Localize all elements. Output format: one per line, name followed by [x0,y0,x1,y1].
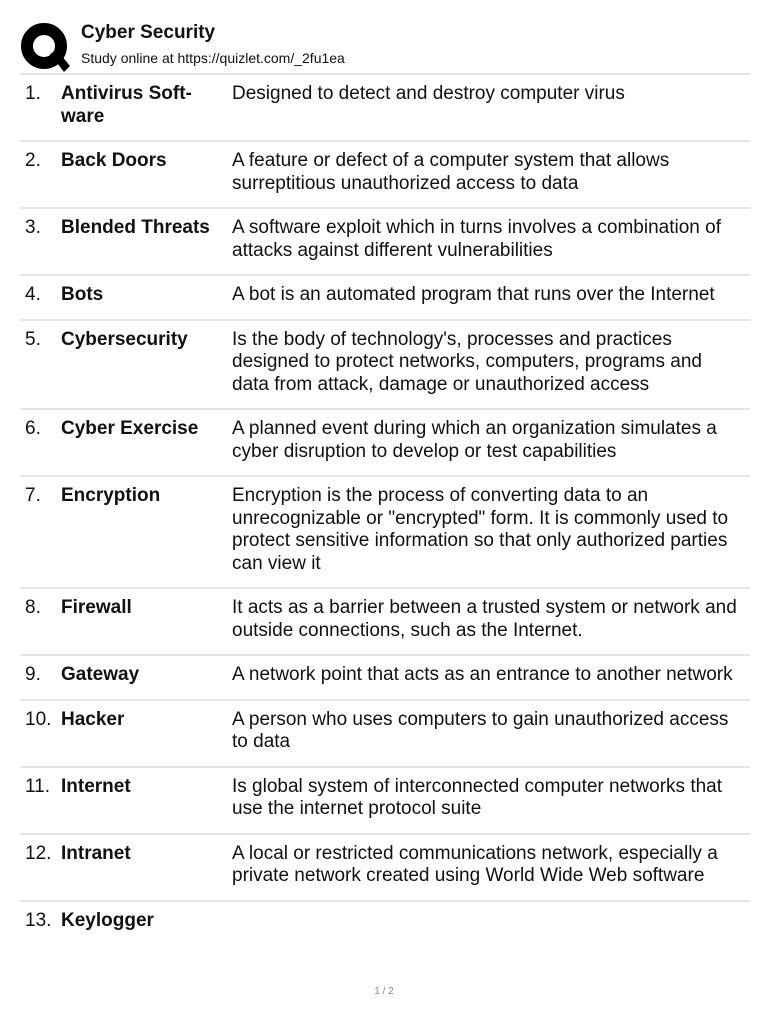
quizlet-q-logo-icon [20,22,70,74]
term-row [20,142,750,209]
term-number: 1. [25,83,41,104]
term-name: Antivirus Soft- ware [61,83,192,127]
term-name: Blended Threats [61,217,210,238]
term-number: 9. [25,664,41,685]
term-definition: Designed to detect and destroy computer virus [232,83,625,104]
term-name: Cybersecurity [61,328,188,350]
term-definition: It acts as a barrier between a trusted system or network and outside connections, such as the Internet. [232,597,737,641]
term-definition: A software exploit which in turns involves a combination of attacks against different vulnerabilities [232,217,721,261]
term-name: Bots [61,284,104,305]
term-row [20,768,750,835]
term-row [20,321,750,411]
term-row [20,209,750,276]
term-definition: Encryption is the process of converting data to an unrecognizable or "encrypted" form. It is commonly used to protect sensitive information so that only authorized parties can view it [232,485,729,574]
term-number: 8. [25,597,41,618]
page-subtitle: Study online at https://quizlet.com/_2fu1ea [81,50,345,66]
term-name: Internet [61,775,131,797]
term-row [20,589,750,656]
term-name: Encryption [61,485,161,506]
term-row [20,410,750,477]
term-row [20,835,750,902]
term-definition [232,910,750,933]
term-name: Keylogger [61,909,154,931]
term-number: 12. [25,842,52,864]
term-name: Cyber Exercise [61,418,199,439]
term-row [20,902,750,945]
term-number: 13. [25,909,52,931]
term-definition: Is global system of interconnected computer networks that use the internet protocol suite [232,775,723,819]
term-list [20,73,750,944]
term-row [20,276,750,321]
term-definition: A local or restricted communications network, especially a private network created using World Wide Web software [232,842,718,886]
term-name: Intranet [61,842,131,864]
term-number: 3. [25,217,41,238]
term-number: 5. [25,328,41,350]
term-number: 11. [25,775,51,797]
page-number: 1 / 2 [374,986,394,997]
term-number: 6. [25,418,41,439]
page-header [20,18,750,74]
term-name: Gateway [61,664,140,685]
term-definition: A person who uses computers to gain unauthorized access to data [232,708,729,752]
term-definition: A network point that acts as an entrance to another network [232,664,733,685]
term-definition: A bot is an automated program that runs over the Internet [232,284,715,305]
term-number: 2. [25,150,41,171]
term-row [20,701,750,768]
term-name: Back Doors [61,150,167,171]
term-definition: A feature or defect of a computer system that allows surreptitious unauthorized access to data [232,150,670,194]
term-definition: Is the body of technology's, processes and practices designed to protect networks, computers, programs and data from attack, damage or unauthorized access [232,328,702,395]
term-row [20,656,750,701]
term-row [20,477,750,589]
term-name: Hacker [61,708,125,730]
term-row [20,75,750,142]
page-title: Cyber Security [81,22,216,43]
term-definition: A planned event during which an organization simulates a cyber disruption to develop or test capabilities [232,418,717,462]
term-number: 10. [25,708,52,730]
term-number: 4. [25,284,41,305]
term-name: Firewall [61,597,132,618]
term-number: 7. [25,485,41,506]
